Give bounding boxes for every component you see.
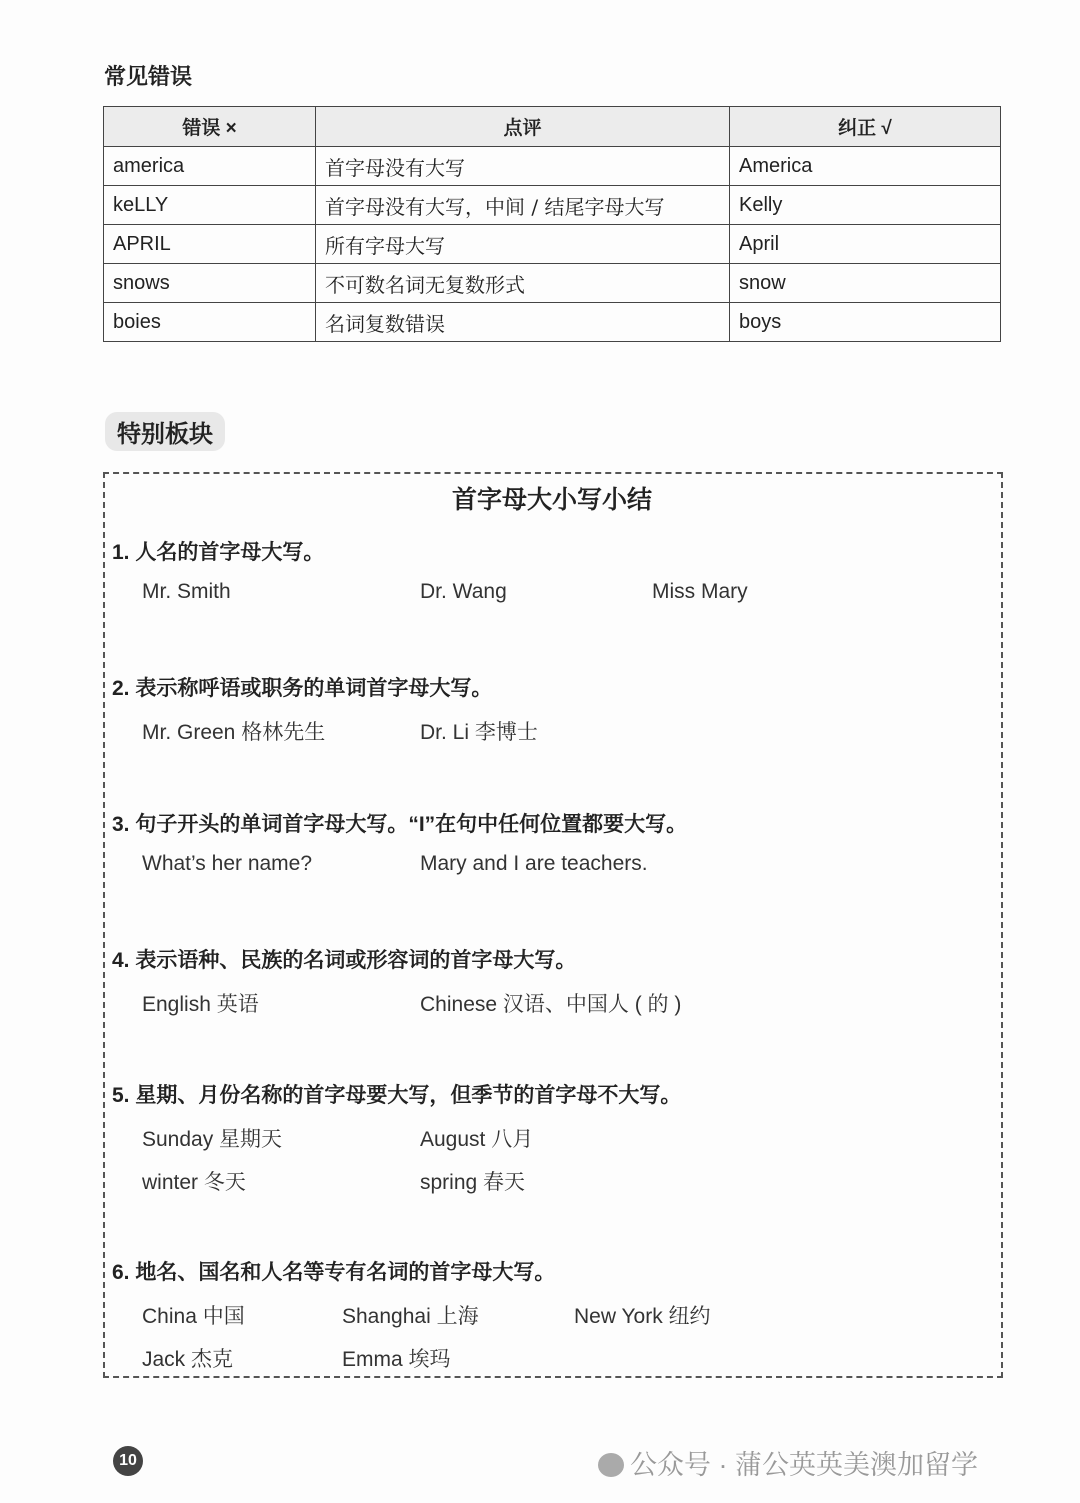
rule-heading: 1. 人名的首字母大写。 (112, 541, 325, 564)
table-cell: 首字母没有大写 (316, 147, 730, 186)
table-cell: 首字母没有大写，中间 / 结尾字母大写 (316, 186, 730, 225)
example-text: Mary and I are teachers. (420, 852, 648, 875)
rule-heading: 2. 表示称呼语或职务的单词首字母大写。 (112, 677, 493, 700)
table-cell: April (730, 225, 1001, 264)
example-text: Chinese 汉语、中国人 ( 的 ) (420, 993, 682, 1016)
example-text: Dr. Li 李博士 (420, 721, 538, 744)
table-row (104, 303, 1001, 342)
rule-heading: 6. 地名、国名和人名等专有名词的首字母大写。 (112, 1261, 556, 1284)
rule-heading: 4. 表示语种、民族的名词或形容词的首字母大写。 (112, 949, 577, 972)
header-cell: 点评 (316, 107, 730, 147)
page-number: 10 (113, 1446, 143, 1476)
table-cell: APRIL (104, 225, 316, 264)
table-cell: America (730, 147, 1001, 186)
header-cell: 错误 × (104, 107, 316, 147)
summary-box (103, 472, 1003, 1378)
example-text: China 中国 (142, 1305, 245, 1328)
table-cell: boies (104, 303, 316, 342)
example-text: Mr. Green 格林先生 (142, 721, 326, 744)
table-row (104, 186, 1001, 225)
table-row (104, 147, 1001, 186)
example-text: August 八月 (420, 1128, 534, 1151)
example-text: Shanghai 上海 (342, 1305, 479, 1328)
table-header (104, 107, 1001, 147)
table-row (104, 225, 1001, 264)
table-cell: america (104, 147, 316, 186)
example-text: Miss Mary (652, 580, 748, 603)
example-text: Dr. Wang (420, 580, 507, 603)
example-text: What’s her name? (142, 852, 313, 875)
example-text: winter 冬天 (142, 1171, 246, 1194)
watermark: 公众号 · 蒲公英英美澳加留学 (598, 1443, 978, 1482)
rule-heading: 5. 星期、月份名称的首字母要大写，但季节的首字母不大写。 (112, 1084, 682, 1107)
table-cell: 不可数名词无复数形式 (316, 264, 730, 303)
table-row (104, 264, 1001, 303)
box-title: 首字母大小写小结 (451, 485, 652, 514)
section-title: 常见错误 (104, 64, 193, 89)
example-text: Jack 杰克 (142, 1348, 234, 1371)
table-cell: boys (730, 303, 1001, 342)
example-text: Sunday 星期天 (142, 1128, 283, 1151)
rule-heading: 3. 句子开头的单词首字母大写。“I”在句中任何位置都要大写。 (112, 813, 688, 836)
table-cell: Kelly (730, 186, 1001, 225)
example-text: New York 纽约 (574, 1305, 711, 1328)
table-cell: snow (730, 264, 1001, 303)
table-cell: 所有字母大写 (316, 225, 730, 264)
example-text: Mr. Smith (142, 580, 231, 603)
common-mistakes-table (103, 106, 1001, 342)
table-cell: keLLY (104, 186, 316, 225)
example-text: Emma 埃玛 (342, 1348, 451, 1371)
wechat-icon (598, 1453, 624, 1477)
table-cell: snows (104, 264, 316, 303)
special-badge: 特别板块 (105, 412, 225, 451)
header-cell: 纠正 √ (730, 107, 1001, 147)
example-text: English 英语 (142, 993, 259, 1016)
example-text: spring 春天 (420, 1171, 526, 1194)
table-cell: 名词复数错误 (316, 303, 730, 342)
